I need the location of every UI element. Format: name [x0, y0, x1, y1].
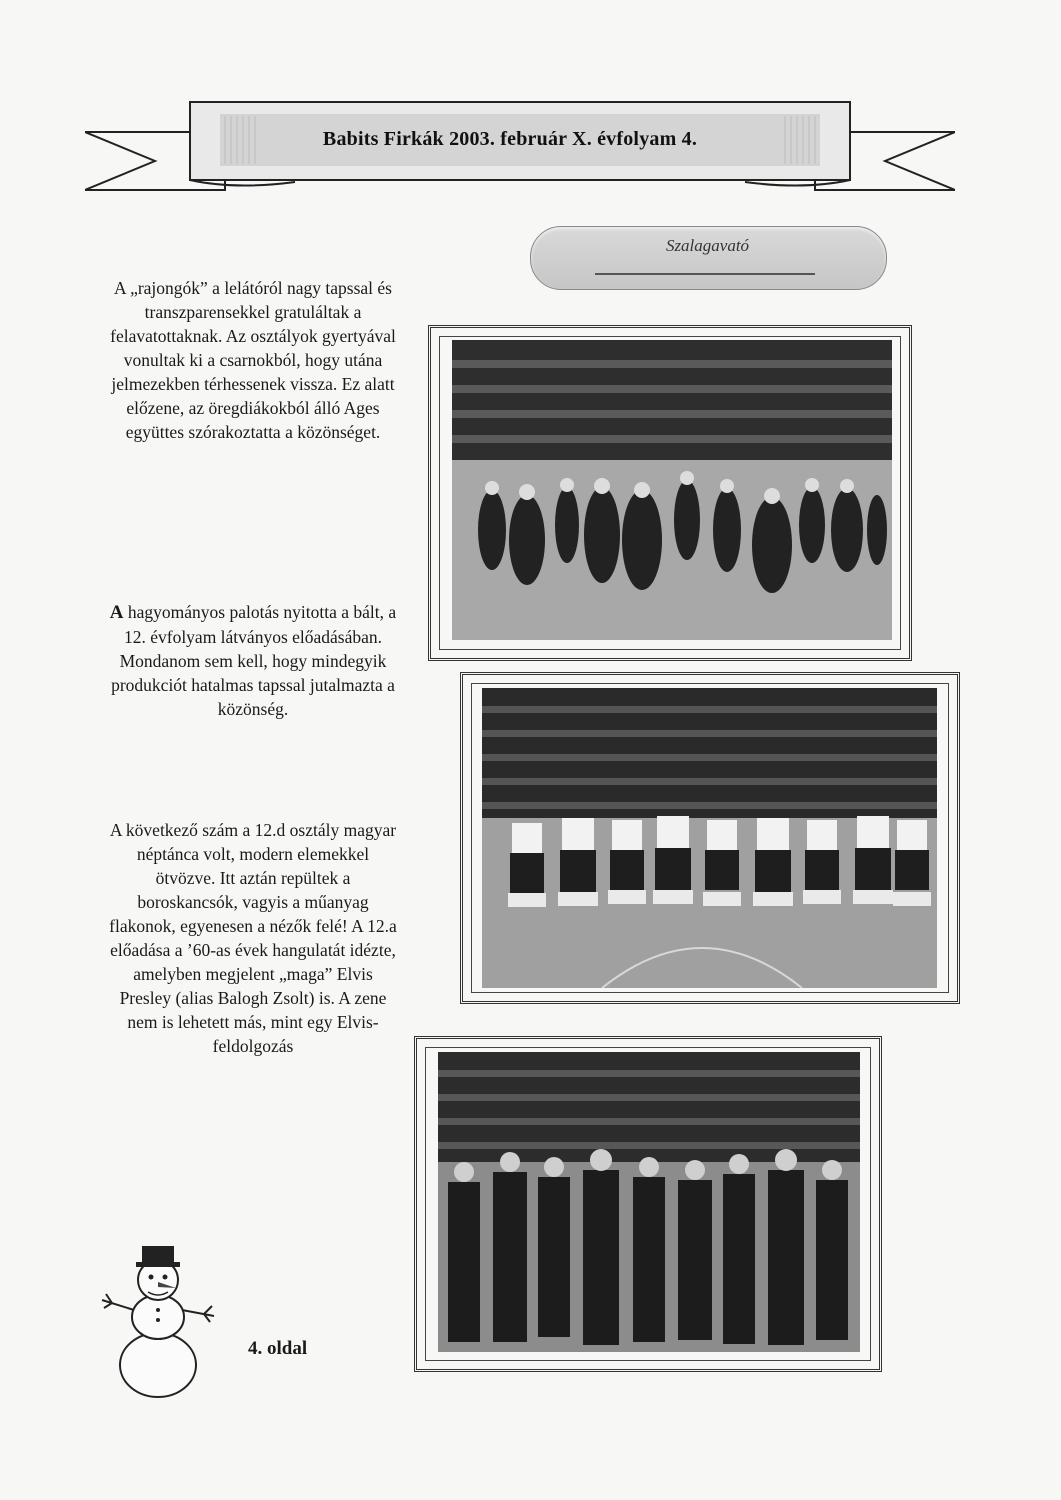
section-underline [595, 273, 815, 275]
page-number: 4. oldal [248, 1338, 308, 1359]
paragraph-2-text: hagyományos palotás nyitotta a bált, a 12. évfolyam látványos előadásában. Mondanom sem kell, hogy mindegyik produkciót hatalmas tapssal jutalmazta a közönség. [111, 602, 397, 719]
section-title: Szalagavató [665, 236, 750, 255]
article-paragraph-3 [108, 818, 398, 1058]
paragraph-3-text: A következő szám a 12.d osztály magyar néptánca volt, modern elemekkel ötvözve. Itt aztán repültek a boroskancsók, vagyis a műanyag flakonok, egyenesen a nézők felé! A 12.a előadása a ’60-as évek hangulatát idézte, amelyben megjelent „maga” Elvis Presley (alias Balogh Zsolt) is. A zene nem is lehetett más, mint egy Elvis-feldolgozás [109, 820, 397, 1056]
dance-photo-white-blouses [482, 688, 937, 988]
dance-photo-folk-costumes [452, 340, 892, 640]
paragraph-1-text: A „rajongók” a lelátóról nagy tapssal és transzparensekkel gratuláltak a felavatottaknak. Az osztályok gyertyával vonultak ki a csarnokból, hogy utána jelmezekben térhessenek vissza. Ez alatt előzene, az öregdiákokból álló Ages együttes szórakoztatta a közönséget. [110, 278, 396, 442]
snowman-icon [98, 1240, 218, 1400]
paragraph-2-initial: A [109, 602, 124, 623]
dance-photo-sixties [438, 1052, 860, 1352]
article-paragraph-2 [108, 600, 398, 721]
article-paragraph-1 [108, 276, 398, 444]
newsletter-title: Babits Firkák 2003. február X. évfolyam 4. [322, 128, 698, 150]
